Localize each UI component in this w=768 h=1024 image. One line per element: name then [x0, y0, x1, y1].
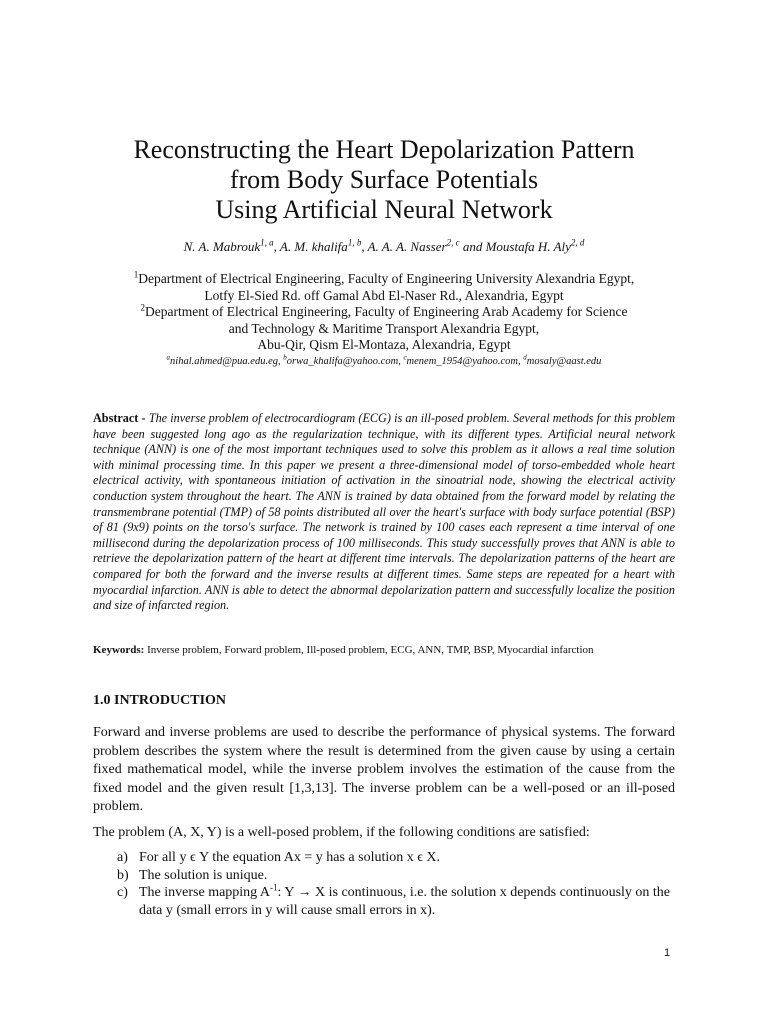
list-item	[117, 884, 677, 919]
email-marker: b	[283, 353, 287, 361]
affiliations	[60, 271, 708, 369]
author-affiliation-marker: 2, c	[446, 237, 460, 248]
email-address: orwa_khalifa@yahoo.com	[286, 355, 399, 367]
inverse-superscript: -1	[270, 882, 278, 893]
email-marker: a	[166, 353, 171, 361]
keywords-text: Inverse problem, Forward problem, Ill-posed problem, ECG, ANN, TMP, BSP, Myocardial infarction	[144, 644, 594, 656]
section-heading-introduction: 1.0 INTRODUCTION	[93, 693, 227, 708]
affiliation-text: Department of Electrical Engineering, Faculty of Engineering University Alexandria Egypt,	[138, 271, 635, 286]
list-marker: b)	[117, 867, 129, 883]
email-address: menem_1954@yahoo.com	[406, 355, 518, 367]
affiliation-line	[60, 304, 708, 321]
email-list: $^a$nihal.ahmed@pua.edu.eg, $^b$orwa_khalifa@yahoo.com, $^c$menem_1954@yahoo.com, $^d$mosaly@aast.edu	[166, 353, 602, 367]
affiliation-marker: 1	[133, 269, 139, 280]
author-affiliation-marker: 2, d	[570, 237, 585, 248]
intro-paragraph-1: Forward and inverse problems are used to describe the performance of physical systems. The forward problem describes the system where the result is determined from the given cause by using a certain fixed mathematical model, while the inverse problem involves the estimation of the cause from the fixed model and the given result [1,3,13]. The inverse problem can be a well-posed or an ill-posed problem.	[93, 725, 675, 814]
title-line-2: from Body Surface Potentials	[229, 165, 539, 194]
author-name: Moustafa H. Aly	[485, 239, 571, 254]
page-number: 1	[664, 947, 671, 959]
keywords	[93, 643, 713, 658]
list-item-text: The inverse mapping A	[139, 885, 271, 900]
affiliation-marker: 2	[140, 302, 146, 313]
author-name: A. A. A. Nasser	[367, 239, 447, 254]
email-marker: d	[523, 353, 527, 361]
affiliation-text: Department of Electrical Engineering, Faculty of Engineering Arab Academy for Science	[145, 304, 628, 319]
author-name: N. A. Mabrouk	[183, 239, 261, 254]
author-name: A. M. khalifa	[279, 239, 348, 254]
list-item	[117, 867, 677, 885]
author-separator: and	[459, 239, 486, 254]
intro-paragraph-2: The problem (A, X, Y) is a well-posed problem, if the following conditions are satisfied:	[93, 825, 590, 840]
keywords-label: Keywords:	[93, 644, 145, 656]
affiliation-line: and Technology & Maritime Transport Alexandria Egypt,	[228, 320, 540, 336]
author-separator: ,	[361, 239, 368, 254]
email-address: mosaly@aast.edu	[526, 355, 602, 367]
email-address: nihal.ahmed@pua.edu.eg	[170, 355, 278, 367]
abstract-text: The inverse problem of electrocardiogram (ECG) is an ill-posed problem. Several methods for this problem have been suggested long ago as the regularization technique, with its different types. Artificial neural network technique (ANN) is one of the most important techniques used to solve this problem as it allows a real time solution with minimal processing time. In this paper we present a three-dimensional model of torso-embedded whole heart electrical activity, with spontaneous initiation of activation in the sinoatrial node, showing the electrical activity conduction system throughout the heart. The ANN is trained by data obtained from the forward model by relating the transmembrane potential (TMP) of 58 points distributed all over the heart's surface with body surface potential (BSP) of 81 (9x9) points on the torso's surface. The network is trained by 100 cases each represent a time interval of one millisecond during the depolarization process of 100 milliseconds. This study successfully proves that ANN is able to retrieve the depolarization pattern of the heart at different time intervals. The depolarization patterns of the heart are compared for both the forward and the inverse results at different times. Same steps are repeated for a heart with myocardial infarction. ANN is able to detect the abnormal depolarization pattern and successfully localize the position and size of infarcted region.	[93, 411, 675, 613]
wellposed-conditions-list	[117, 849, 677, 919]
affiliation-line: Lotfy El-Sied Rd. off Gamal Abd El-Naser Rd., Alexandria, Egypt	[204, 287, 564, 303]
list-item-text: The solution is unique.	[139, 867, 268, 883]
paper-title	[70, 135, 698, 225]
abstract-label: Abstract -	[93, 411, 149, 425]
author-affiliation-marker: 1, a	[260, 237, 274, 248]
list-item-text: : Y → X is continuous, i.e. the solution x depends continuously on the data y (small errors in y will cause small errors in x).	[139, 885, 671, 918]
abstract	[93, 411, 675, 614]
list-item-text: For all y ϵ Y the equation Ax = y has a solution x ϵ X.	[139, 850, 441, 865]
author-list	[60, 238, 708, 256]
affiliation-line: Abu-Qir, Qism El-Montaza, Alexandria, Egypt	[257, 337, 511, 352]
email-marker: c	[403, 353, 407, 361]
list-marker: c)	[117, 885, 128, 900]
title-line-3: Using Artificial Neural Network	[215, 195, 553, 224]
list-item	[117, 849, 677, 867]
affiliation-line	[60, 271, 708, 288]
list-marker: a)	[117, 850, 128, 865]
title-line-1: Reconstructing the Heart Depolarization Pattern	[133, 135, 635, 164]
author-affiliation-marker: 1, b	[347, 237, 362, 248]
author-separator: ,	[273, 239, 280, 254]
